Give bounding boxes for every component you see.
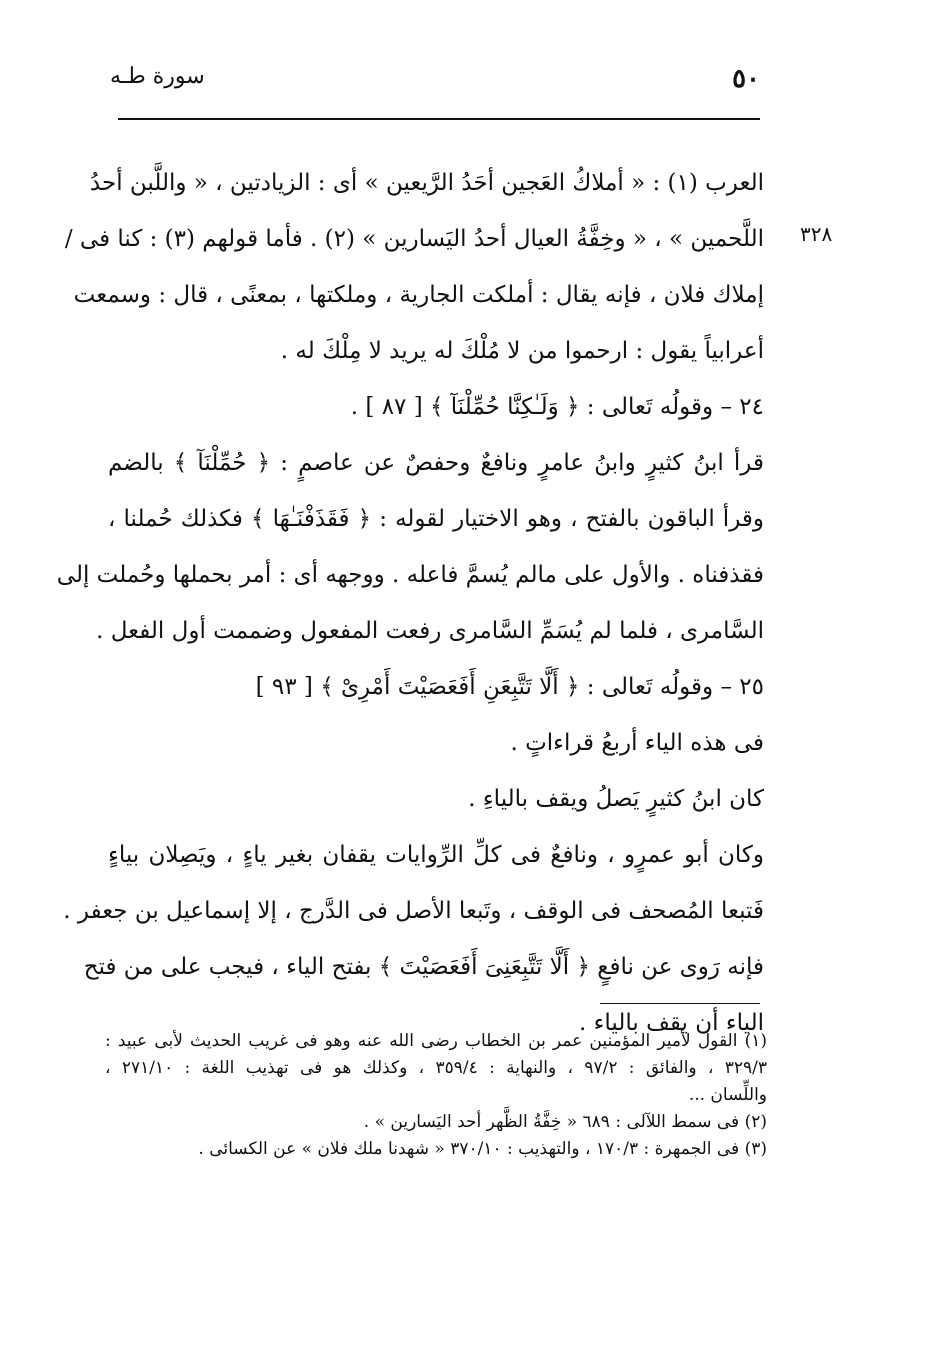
footnote-line: (٢) فى سمط اللآلى : ٦٨٩ « خِفَّةُ الظَّهر أحد اليَسارين » . [363, 1112, 767, 1132]
header-divider [118, 118, 760, 120]
footnote-line: (٣) فى الجمهرة : ١٧٠/٣ ، والتهذيب : ٣٧٠/١٠ « شهدنا ملك فلان » عن الكسائى . [198, 1139, 767, 1159]
text-line: الياء أن يقف بالياء . [578, 1010, 764, 1036]
running-title: سورة طـه [110, 64, 205, 89]
page-header [110, 60, 760, 100]
section-heading-25: ٢٥ – وقولُه تَعالى : ﴿ أَلَّا تَتَّبِعَنِ أَفَعَصَيْتَ أَمْرِىْ ﴾ [ ٩٣ ] [255, 674, 764, 700]
text-line: إملاك فلان ، فإنه يقال : أملكت الجارية ، وملكتها ، بمعنًى ، قال : وسمعت [73, 282, 764, 308]
text-line: فى هذه الياء أربعُ قراءاتٍ . [510, 730, 764, 756]
footnote-line: ٣٢٩/٣ ، والفائق : ٩٧/٢ ، والنهاية : ٣٥٩/٤ ، وكذلك هو فى تهذيب اللغة : ٢٧١/١٠ ، [105, 1058, 768, 1078]
footnote-divider [600, 1003, 760, 1004]
text-line: وقرأ الباقون بالفتح ، وهو الاختيار لقوله : ﴿ فَقَذَفْنَـٰهَا ﴾ فكذلك حُملنا ، [108, 506, 764, 532]
text-line: كان ابنُ كثيرٍ يَصلُ ويقف بالياءِ . [468, 786, 764, 812]
text-line: فإنه رَوى عن نافعٍ ﴿ أَلَّا تَتَّبِعَنِىَ أَفَعَصَيْتَ ﴾ بفتح الياء ، فيجب على من فتح [83, 954, 764, 980]
footnote-line: واللِّسان ... [688, 1085, 767, 1105]
footnotes [105, 1028, 767, 1163]
margin-page-reference: ٣٢٨ [800, 222, 833, 246]
text-line: فقذفناه . والأول على مالم يُسمَّ فاعله . ووجهه أى : أمر بحملها وحُملت إلى [56, 562, 764, 588]
text-line: اللَّحمين » ، « وخِفَّةُ العيال أحدُ اليَسارين » (٢) . فأما قولهم (٣) : كنا فى / [64, 226, 764, 252]
page-number: ٥٠ [732, 64, 760, 94]
text-line: وكان أبو عمرٍو ، ونافعٌ فى كلِّ الرِّوايات يقفان بغير ياءٍ ، ويَصِلان بياءٍ [108, 842, 764, 868]
footnote-line: (١) القول لأمير المؤمنين عمر بن الخطاب رضى الله عنه وهو فى غريب الحديث لأبى عبيد : [105, 1031, 767, 1051]
main-text [56, 155, 764, 1051]
text-line: فَتبعا المُصحف فى الوقف ، وتَبعا الأصل فى الدَّرج ، إلا إسماعيل بن جعفر . [63, 898, 764, 924]
text-line: أعرابياً يقول : ارحموا من لا مُلْكَ له يريد لا مِلْكَ له . [280, 338, 764, 364]
text-line: العرب (١) : « أملاكُ العَجين أحَدُ الرَّيعين » أى : الزيادتين ، « واللَّبن أحدُ [89, 170, 764, 196]
section-heading-24: ٢٤ – وقولُه تَعالى : ﴿ وَلَـٰكِنَّا حُمِّلْنَآ ﴾ [ ٨٧ ] . [350, 394, 764, 420]
text-line: السَّامرى ، فلما لم يُسَمِّ السَّامرى رفعت المفعول وضممت أول الفعل . [96, 618, 764, 644]
text-line: قرأ ابنُ كثيرٍ وابنُ عامرٍ ونافعٌ وحفصٌ عن عاصمٍ : ﴿ حُمِّلْنَآ ﴾ بالضم [108, 450, 764, 476]
